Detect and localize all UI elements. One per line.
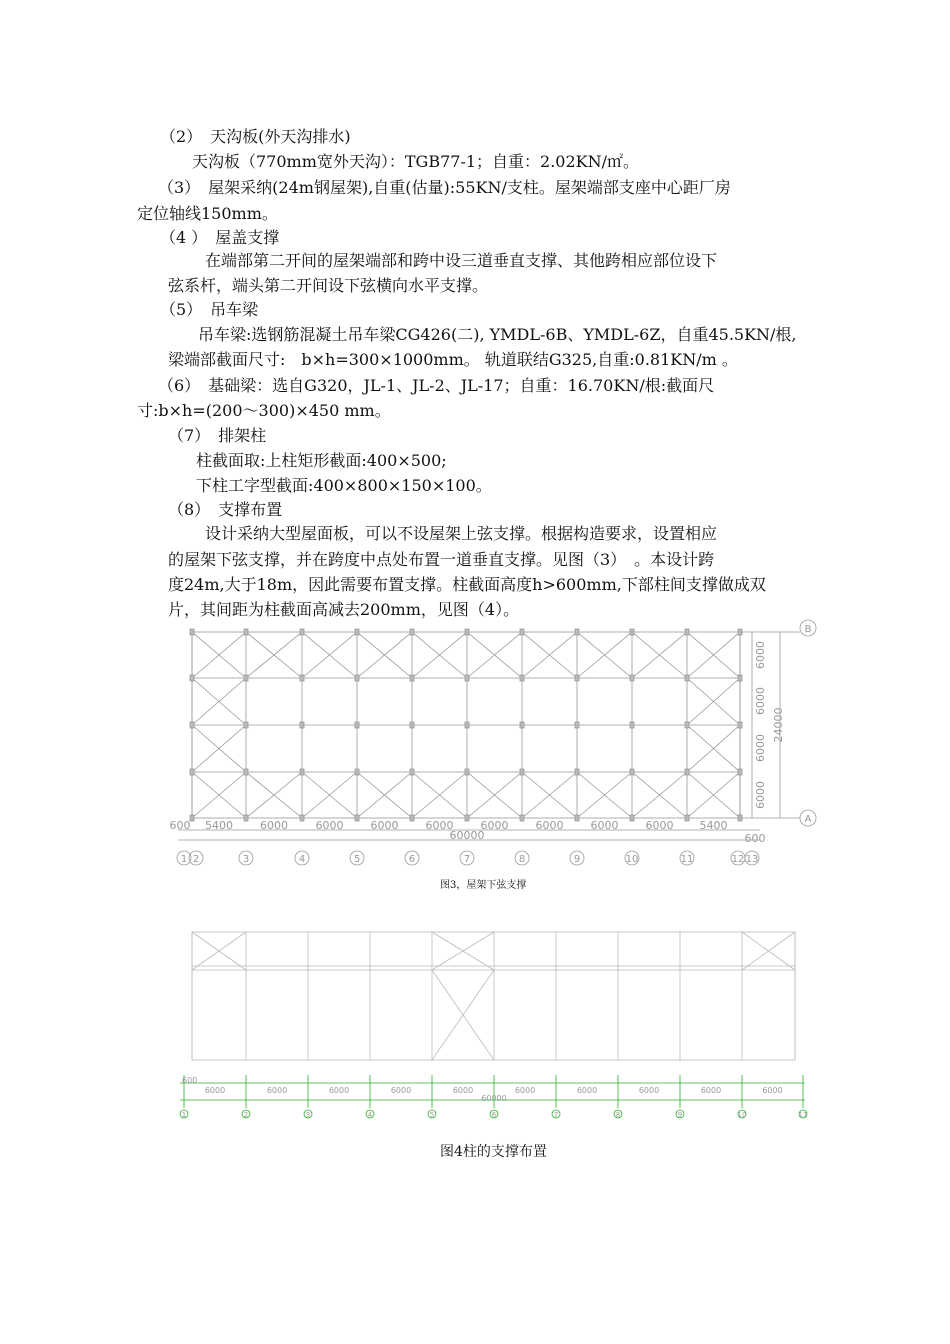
joint-mark [190, 815, 194, 821]
axis-number: 1 [180, 854, 188, 865]
axis-number: 13 [745, 854, 759, 865]
axis-number: 6 [408, 854, 416, 865]
joint-mark [630, 629, 634, 635]
axis-number: 12 [731, 854, 745, 865]
axis-number: 7 [553, 1111, 559, 1119]
joint-mark [685, 722, 689, 728]
paragraph-line: 弦系杆，端头第二开间设下弦横向水平支撑。 [168, 276, 489, 295]
paragraph-line: （6） 基础梁：选自G320，JL-1、JL-2、JL-17；自重：16.70KN/根:截面尺 [158, 376, 715, 395]
joint-mark [575, 815, 579, 821]
axis-a-label: A [804, 814, 812, 825]
bay-dim-label: 6000 [204, 1086, 226, 1095]
joint-mark [465, 722, 469, 728]
axis-number: 4 [367, 1111, 373, 1119]
joint-mark [355, 815, 359, 821]
joint-mark [520, 769, 524, 775]
bay-dim-label: 6000 [425, 819, 454, 832]
joint-mark [575, 722, 579, 728]
axis-number: 8 [518, 854, 526, 865]
joint-mark [355, 675, 359, 681]
joint-mark [685, 675, 689, 681]
bay-dim-label: 6000 [328, 1086, 350, 1095]
joint-mark [685, 629, 689, 635]
bay-dim-label: 5400 [699, 819, 728, 832]
joint-mark [300, 769, 304, 775]
bay-dim-label: 6000 [370, 819, 399, 832]
bay-dim-label: 5400 [205, 819, 233, 832]
joint-mark [630, 722, 634, 728]
right-dim-label: 6000 [754, 734, 767, 762]
axis-number: 5 [353, 854, 361, 865]
joint-mark [630, 769, 634, 775]
axis-b-label: B [804, 624, 812, 635]
axis-number: 10 [737, 1111, 747, 1119]
joint-mark [575, 629, 579, 635]
axis-number: 1 [181, 1111, 187, 1119]
joint-mark [355, 629, 359, 635]
joint-mark [520, 675, 524, 681]
joint-mark [465, 675, 469, 681]
paragraph-line: 设计采纳大型屋面板，可以不设屋架上弦支撑。根据构造要求，设置相应 [205, 524, 718, 543]
joint-mark [190, 769, 194, 775]
joint-mark [575, 769, 579, 775]
joint-mark [410, 769, 414, 775]
right-dim-label: 6000 [754, 781, 767, 809]
axis-number: 10 [625, 854, 639, 865]
total-length-label: 60000 [481, 1094, 507, 1103]
joint-mark [738, 675, 742, 681]
joint-mark [520, 722, 524, 728]
paragraph-line: 下柱工字型截面:400×800×150×100。 [196, 476, 492, 495]
paragraph-line: 定位轴线150mm。 [137, 204, 278, 223]
bay-dim-label: 6000 [266, 1086, 288, 1095]
paragraph-line: （3） 屋架采纳(24m钢屋架),自重(估量):55KN/支柱。屋架端部支座中心距厂房 [158, 178, 731, 197]
joint-mark [465, 815, 469, 821]
joint-mark [355, 722, 359, 728]
paragraph-line: 柱截面取:上柱矩形截面:400×500; [196, 451, 447, 470]
joint-mark [465, 629, 469, 635]
axis-number: 4 [298, 854, 306, 865]
axis-number: 2 [243, 1111, 249, 1119]
joint-mark [520, 629, 524, 635]
bay-dim-label: 6000 [576, 1086, 598, 1095]
joint-mark [410, 675, 414, 681]
joint-mark [738, 722, 742, 728]
edge-dim-left: 600 [169, 819, 191, 832]
right-dim-label: 6000 [754, 687, 767, 715]
bay-dim-label: 6000 [638, 1086, 660, 1095]
axis-number: 11 [798, 1111, 808, 1119]
axis-number: 8 [615, 1111, 621, 1119]
bay-dim-label: 6000 [514, 1086, 536, 1095]
axis-number: 11 [680, 854, 694, 865]
joint-mark [685, 815, 689, 821]
joint-mark [300, 675, 304, 681]
joint-mark [410, 722, 414, 728]
bay-dim-label: 6000 [480, 819, 509, 832]
edge-dim-right: 600 [744, 832, 766, 845]
bay-dim-label: 6000 [315, 819, 344, 832]
paragraph-line: 梁端部截面尺寸: b×h=300×1000mm。 轨道联结G325,自重:0.81KN/m 。 [168, 350, 738, 369]
axis-number: 6 [491, 1111, 497, 1119]
paragraph-line: 片，其间距为柱截面高减去200mm，见图（4）。 [168, 600, 520, 619]
joint-mark [355, 769, 359, 775]
column-elevation-outline [192, 932, 795, 1060]
total-length-label: 60000 [449, 829, 485, 842]
bay-dim-label: 6000 [762, 1086, 783, 1095]
joint-mark [300, 722, 304, 728]
axis-number: 9 [677, 1111, 683, 1119]
bay-dim-label: 6000 [390, 1086, 412, 1095]
figure-3-caption: 图3，屋架下弦支撑 [440, 880, 527, 891]
paragraph-line: 的屋架下弦支撑，并在跨度中点处布置一道垂直支撑。见图（3） 。本设计跨 [168, 550, 715, 569]
right-dim-label: 6000 [754, 641, 767, 669]
bay-dim-label: 6000 [590, 819, 619, 832]
figure-4-caption: 图4柱的支撑布置 [440, 1144, 547, 1160]
paragraph-line: 天沟板（770mm宽外天沟）：TGB77-1；自重：2.02KN/㎡。 [192, 152, 640, 171]
joint-mark [244, 629, 248, 635]
joint-mark [190, 629, 194, 635]
bay-dim-label: 6000 [535, 819, 564, 832]
joint-mark [738, 769, 742, 775]
paragraph-line: 在端部第二开间的屋架端部和跨中设三道垂直支撑、其他跨相应部位设下 [205, 251, 718, 270]
joint-mark [685, 769, 689, 775]
bay-dim-label: 6000 [645, 819, 674, 832]
bay-dim-label: 6000 [700, 1086, 722, 1095]
joint-mark [190, 675, 194, 681]
joint-mark [630, 815, 634, 821]
joint-mark [410, 815, 414, 821]
joint-mark [300, 815, 304, 821]
bay-dim-label: 6000 [260, 819, 288, 832]
joint-mark [244, 815, 248, 821]
axis-number: 5 [429, 1111, 435, 1119]
joint-mark [520, 815, 524, 821]
paragraph-line: （4 ） 屋盖支撑 [160, 228, 280, 247]
joint-mark [630, 675, 634, 681]
joint-mark [244, 769, 248, 775]
total-span-label: 24000 [772, 707, 785, 743]
joint-mark [244, 675, 248, 681]
axis-number: 3 [305, 1111, 311, 1119]
figure-4-column-bracing [0, 920, 950, 1130]
axis-number: 3 [242, 854, 250, 865]
axis-number: 7 [463, 854, 471, 865]
paragraph-line: 寸:b×h=(200～300)×450 mm。 [137, 401, 391, 420]
paragraph-line: （2） 天沟板(外天沟排水) [160, 127, 351, 146]
edge-dim-left: 600 [182, 1076, 198, 1085]
paragraph-line: （8） 支撑布置 [168, 500, 283, 519]
paragraph-line: （5） 吊车梁 [160, 300, 259, 319]
bay-dim-label: 6000 [452, 1086, 474, 1095]
axis-number: 9 [573, 854, 581, 865]
joint-mark [575, 675, 579, 681]
joint-mark [300, 629, 304, 635]
joint-mark [190, 722, 194, 728]
joint-mark [244, 722, 248, 728]
paragraph-line: 度24m,大于18m，因此需要布置支撑。柱截面高度h>600mm,下部柱间支撑做成双 [168, 575, 766, 594]
paragraph-line: （7） 排架柱 [168, 426, 267, 445]
axis-number: 2 [192, 854, 200, 865]
joint-mark [465, 769, 469, 775]
paragraph-line: 吊车梁:选钢筋混凝土吊车梁CG426(二), YMDL-6B、YMDL-6Z，自重45.5KN/根, [198, 325, 797, 344]
joint-mark [410, 629, 414, 635]
